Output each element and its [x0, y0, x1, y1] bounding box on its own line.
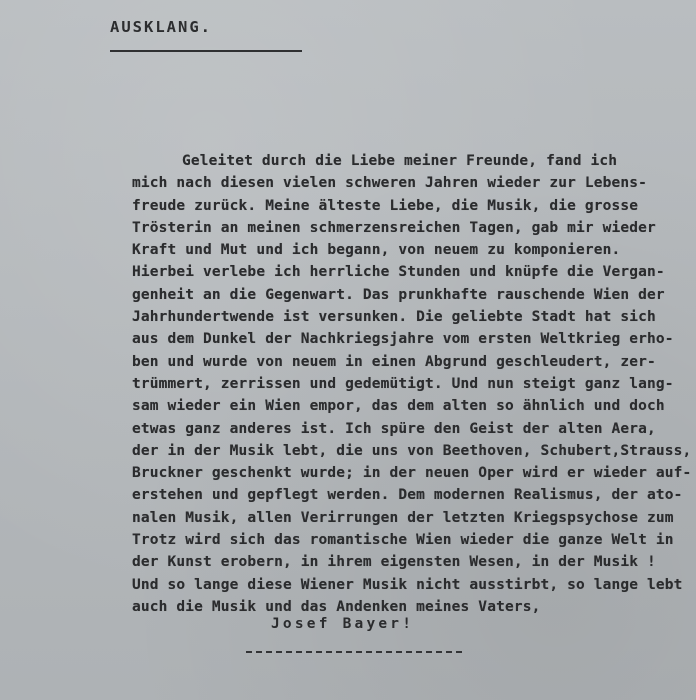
text-line: sam wieder ein Wien empor, das dem alten so ähnlich und doch: [132, 398, 665, 415]
text-line: erstehen und gepflegt werden. Dem modernen Realismus, der ato-: [132, 487, 683, 504]
text-line: Und so lange diese Wiener Musik nicht ausstirbt, so lange lebt: [132, 576, 683, 593]
body-paragraph: [132, 150, 692, 618]
closing-dashed-rule: [246, 651, 462, 653]
text-line: ben und wurde von neuem in einen Abgrund geschleudert, zer-: [132, 353, 656, 370]
text-line: Trösterin an meinen schmerzensreichen Tagen, gab mir wieder: [132, 219, 656, 236]
text-line: nalen Musik, allen Verirrungen der letzten Kriegspsychose zum: [132, 509, 674, 526]
text-line: Geleitet durch die Liebe meiner Freunde, fand ich: [182, 153, 618, 169]
text-line: Bruckner geschenkt wurde; in der neuen Oper wird er wieder auf-: [132, 465, 692, 482]
text-line: der in der Musik lebt, die uns von Beethoven, Schubert,Strauss,: [132, 442, 692, 459]
text-line: Jahrhundertwende ist versunken. Die geliebte Stadt hat sich: [132, 309, 656, 326]
text-line: mich nach diesen vielen schweren Jahren wieder zur Lebens-: [132, 175, 648, 192]
page-title: AUSKLANG.: [110, 18, 212, 36]
text-line: freude zurück. Meine älteste Liebe, die Musik, die grosse: [132, 197, 639, 214]
text-line: der Kunst erobern, in ihrem eigensten Wesen, in der Musik !: [132, 554, 656, 571]
text-line: Hierbei verlebe ich herrliche Stunden und knüpfe die Vergan-: [132, 264, 665, 281]
text-line: Trotz wird sich das romantische Wien wieder die ganze Welt in: [132, 532, 674, 549]
text-line: etwas ganz anderes ist. Ich spüre den Geist der alten Aera,: [132, 420, 656, 437]
text-line: genheit an die Gegenwart. Das prunkhafte rauschende Wien der: [132, 286, 665, 303]
text-line: Kraft und Mut und ich begann, von neuem zu komponieren.: [132, 242, 621, 259]
title-underline: [110, 50, 302, 52]
text-line: aus dem Dunkel der Nachkriegsjahre vom ersten Weltkrieg erho-: [132, 331, 674, 348]
text-line: trümmert, zerrissen und gedemütigt. Und nun steigt ganz lang-: [132, 375, 674, 392]
text-line: auch die Musik und das Andenken meines Vaters,: [132, 598, 541, 615]
signature: Josef Bayer!: [271, 616, 415, 632]
